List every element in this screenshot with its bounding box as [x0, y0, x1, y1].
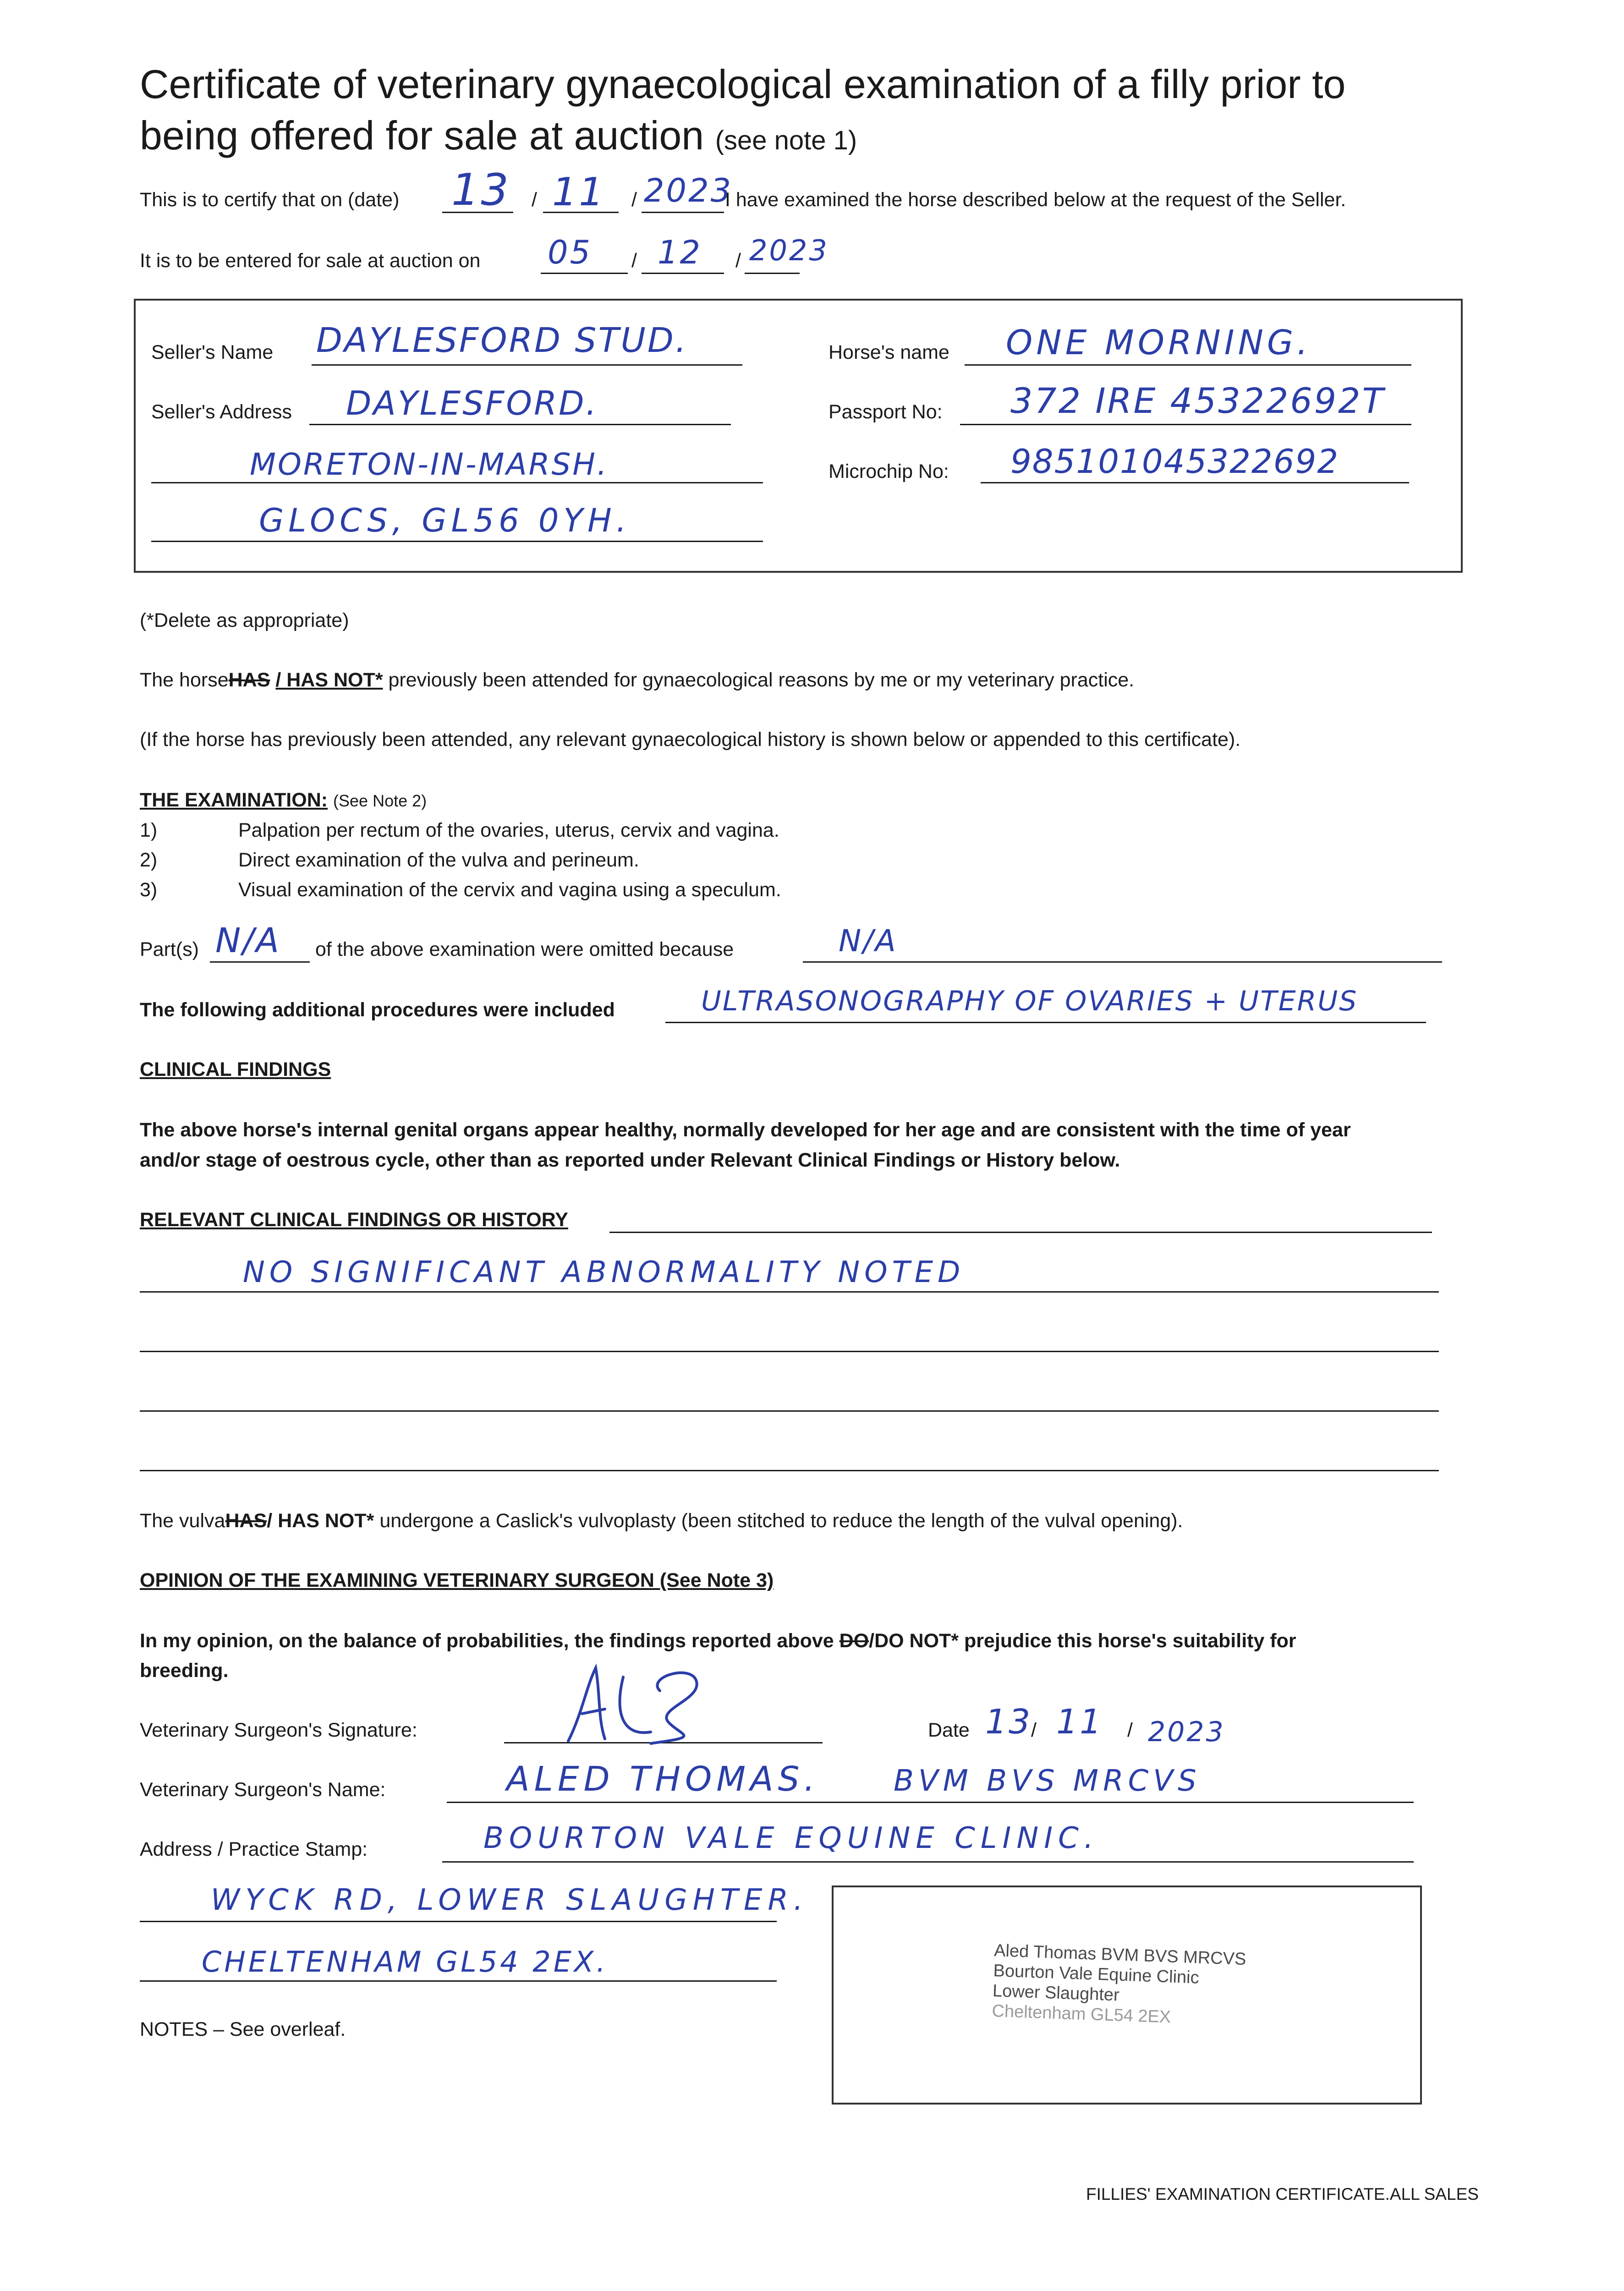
- clinical-statement-1: The above horse's internal genital organs appear healthy, normally developed for her age and are consistent with the time of year: [140, 1119, 1351, 1141]
- signature-date-year: 2023: [1148, 1716, 1225, 1748]
- delete-note: (*Delete as appropriate): [140, 609, 349, 631]
- practice-stamp: [992, 1940, 1246, 2030]
- certify-day: 13: [451, 165, 510, 215]
- certificate-title-main: being offered for sale at auction: [140, 113, 704, 158]
- signature-date-label: Date: [928, 1719, 970, 1741]
- clinical-heading: CLINICAL FINDINGS: [140, 1058, 331, 1080]
- seller-address-line1: DAYLESFORD.: [346, 384, 598, 422]
- practice-address-label: Address / Practice Stamp:: [140, 1838, 368, 1860]
- opinion-text-2: breeding.: [140, 1660, 229, 1682]
- examination-heading-row: [140, 789, 427, 811]
- auction-sep-1: /: [631, 250, 637, 272]
- practice-address-line1: BOURTON VALE EQUINE CLINIC.: [483, 1821, 1099, 1855]
- examination-note: (See Note 2): [333, 791, 427, 810]
- attended-struck: HAS: [228, 669, 270, 691]
- certify-year: 2023: [644, 172, 733, 209]
- vulva-choice: / HAS NOT*: [267, 1510, 374, 1532]
- exam-item-text-3: Visual examination of the cervix and vagina using a speculum.: [238, 879, 781, 901]
- clinical-statement-2: and/or stage of oestrous cycle, other than as reported under Relevant Clinical Findings or History below.: [140, 1149, 1120, 1171]
- certificate-title-line1: Certificate of veterinary gynaecological examination of a filly prior to: [140, 61, 1346, 107]
- certify-sep-2: /: [631, 189, 637, 211]
- exam-item-num-3: 3): [140, 879, 158, 901]
- certify-month: 11: [552, 170, 606, 215]
- auction-day: 05: [548, 234, 593, 271]
- stamp-line-4: Cheltenham GL54 2EX: [991, 2001, 1171, 2027]
- attended-prefix: The horse: [140, 669, 229, 691]
- surgeon-name-label: Veterinary Surgeon's Name:: [140, 1779, 386, 1801]
- footer-label: FILLIES' EXAMINATION CERTIFICATE.ALL SALES: [1086, 2185, 1479, 2203]
- horse-name-label: Horse's name: [828, 341, 949, 363]
- auction-sep-2: /: [735, 250, 741, 272]
- practice-address-line3: CHELTENHAM GL54 2EX.: [202, 1945, 609, 1979]
- attended-statement: [140, 669, 1134, 691]
- microchip-number: 985101045322692: [1010, 442, 1339, 481]
- examination-heading: THE EXAMINATION:: [140, 789, 328, 811]
- auction-year: 2023: [749, 234, 829, 267]
- vulva-struck: HAS: [225, 1510, 267, 1532]
- horse-name: ONE MORNING.: [1006, 323, 1311, 362]
- stamp-line-1: Aled Thomas BVM BVS MRCVS: [993, 1940, 1247, 1969]
- attended-suffix: previously been attended for gynaecological reasons by me or my veterinary practice.: [388, 669, 1135, 691]
- signature-date-sep-1: /: [1031, 1719, 1037, 1741]
- parts-middle: of the above examination were omitted because: [315, 938, 734, 960]
- signature-mark: [554, 1659, 710, 1750]
- vulva-suffix: undergone a Caslick's vulvoplasty (been stitched to reduce the length of the vulval opening).: [379, 1510, 1183, 1532]
- seller-address-line2: MORETON-IN-MARSH.: [250, 447, 609, 482]
- signature-date-month: 11: [1056, 1702, 1103, 1742]
- microchip-label: Microchip No:: [828, 460, 949, 482]
- signature-initials: [623, 1682, 632, 1687]
- relevant-heading: RELEVANT CLINICAL FINDINGS OR HISTORY: [140, 1209, 568, 1231]
- seller-name: DAYLESFORD STUD.: [316, 321, 688, 360]
- signature-label: Veterinary Surgeon's Signature:: [140, 1719, 417, 1741]
- seller-address-label: Seller's Address: [151, 401, 292, 423]
- opinion-struck: DO: [839, 1630, 869, 1652]
- passport-label: Passport No:: [828, 401, 943, 423]
- parts-value: N/A: [215, 921, 281, 960]
- stamp-line-2: Bourton Vale Equine Clinic: [993, 1961, 1200, 1988]
- seller-address-line3: GLOCS, GL56 0YH.: [259, 502, 631, 539]
- certify-prefix: This is to certify that on (date): [140, 189, 400, 211]
- passport-number: 372 IRE 45322692T: [1010, 380, 1385, 421]
- attended-choice: / HAS NOT*: [275, 669, 383, 691]
- auction-prefix: It is to be entered for sale at auction on: [140, 250, 481, 272]
- exam-item-num-1: 1): [140, 819, 158, 841]
- signature-date-day: 13: [985, 1702, 1032, 1742]
- opinion-text-1b: /DO NOT* prejudice this horse's suitability for: [869, 1630, 1296, 1652]
- certify-suffix: I have examined the horse described below at the request of the Seller.: [725, 189, 1346, 211]
- exam-item-text-2: Direct examination of the vulva and perineum.: [238, 849, 639, 871]
- signature-date-sep-2: /: [1127, 1719, 1133, 1741]
- surgeon-name: ALED THOMAS.: [506, 1759, 820, 1799]
- opinion-text-1: [140, 1630, 1296, 1652]
- vulva-statement: [140, 1510, 1183, 1532]
- additional-procedures: ULTRASONOGRAPHY OF OVARIES + UTERUS: [701, 985, 1358, 1017]
- certify-sep-1: /: [532, 189, 537, 211]
- surgeon-qualifications: BVM BVS MRCVS: [894, 1764, 1201, 1798]
- practice-address-line2: WYCK RD, LOWER SLAUGHTER.: [211, 1883, 809, 1917]
- exam-item-num-2: 2): [140, 849, 158, 871]
- certificate-title-line2: [140, 110, 857, 166]
- parts-reason: N/A: [839, 923, 898, 959]
- opinion-text-1a: In my opinion, on the balance of probabilities, the findings reported above: [140, 1630, 834, 1652]
- opinion-heading: OPINION OF THE EXAMINING VETERINARY SURGEON (See Note 3): [140, 1569, 774, 1591]
- history-note: (If the horse has previously been attended, any relevant gynaecological history is shown below or appended to this certificate).: [140, 729, 1241, 751]
- seller-name-label: Seller's Name: [151, 341, 274, 363]
- certificate-title-note: (see note 1): [715, 126, 857, 155]
- additional-label: The following additional procedures were included: [140, 999, 615, 1021]
- parts-prefix: Part(s): [140, 938, 199, 960]
- auction-month: 12: [658, 234, 702, 271]
- stamp-line-3: Lower Slaughter: [992, 1981, 1120, 2005]
- exam-item-text-1: Palpation per rectum of the ovaries, uterus, cervix and vagina.: [238, 819, 779, 841]
- notes-label: NOTES – See overleaf.: [140, 2018, 346, 2040]
- vulva-prefix: The vulva: [140, 1510, 225, 1532]
- relevant-finding: NO SIGNIFICANT ABNORMALITY NOTED: [243, 1255, 965, 1289]
